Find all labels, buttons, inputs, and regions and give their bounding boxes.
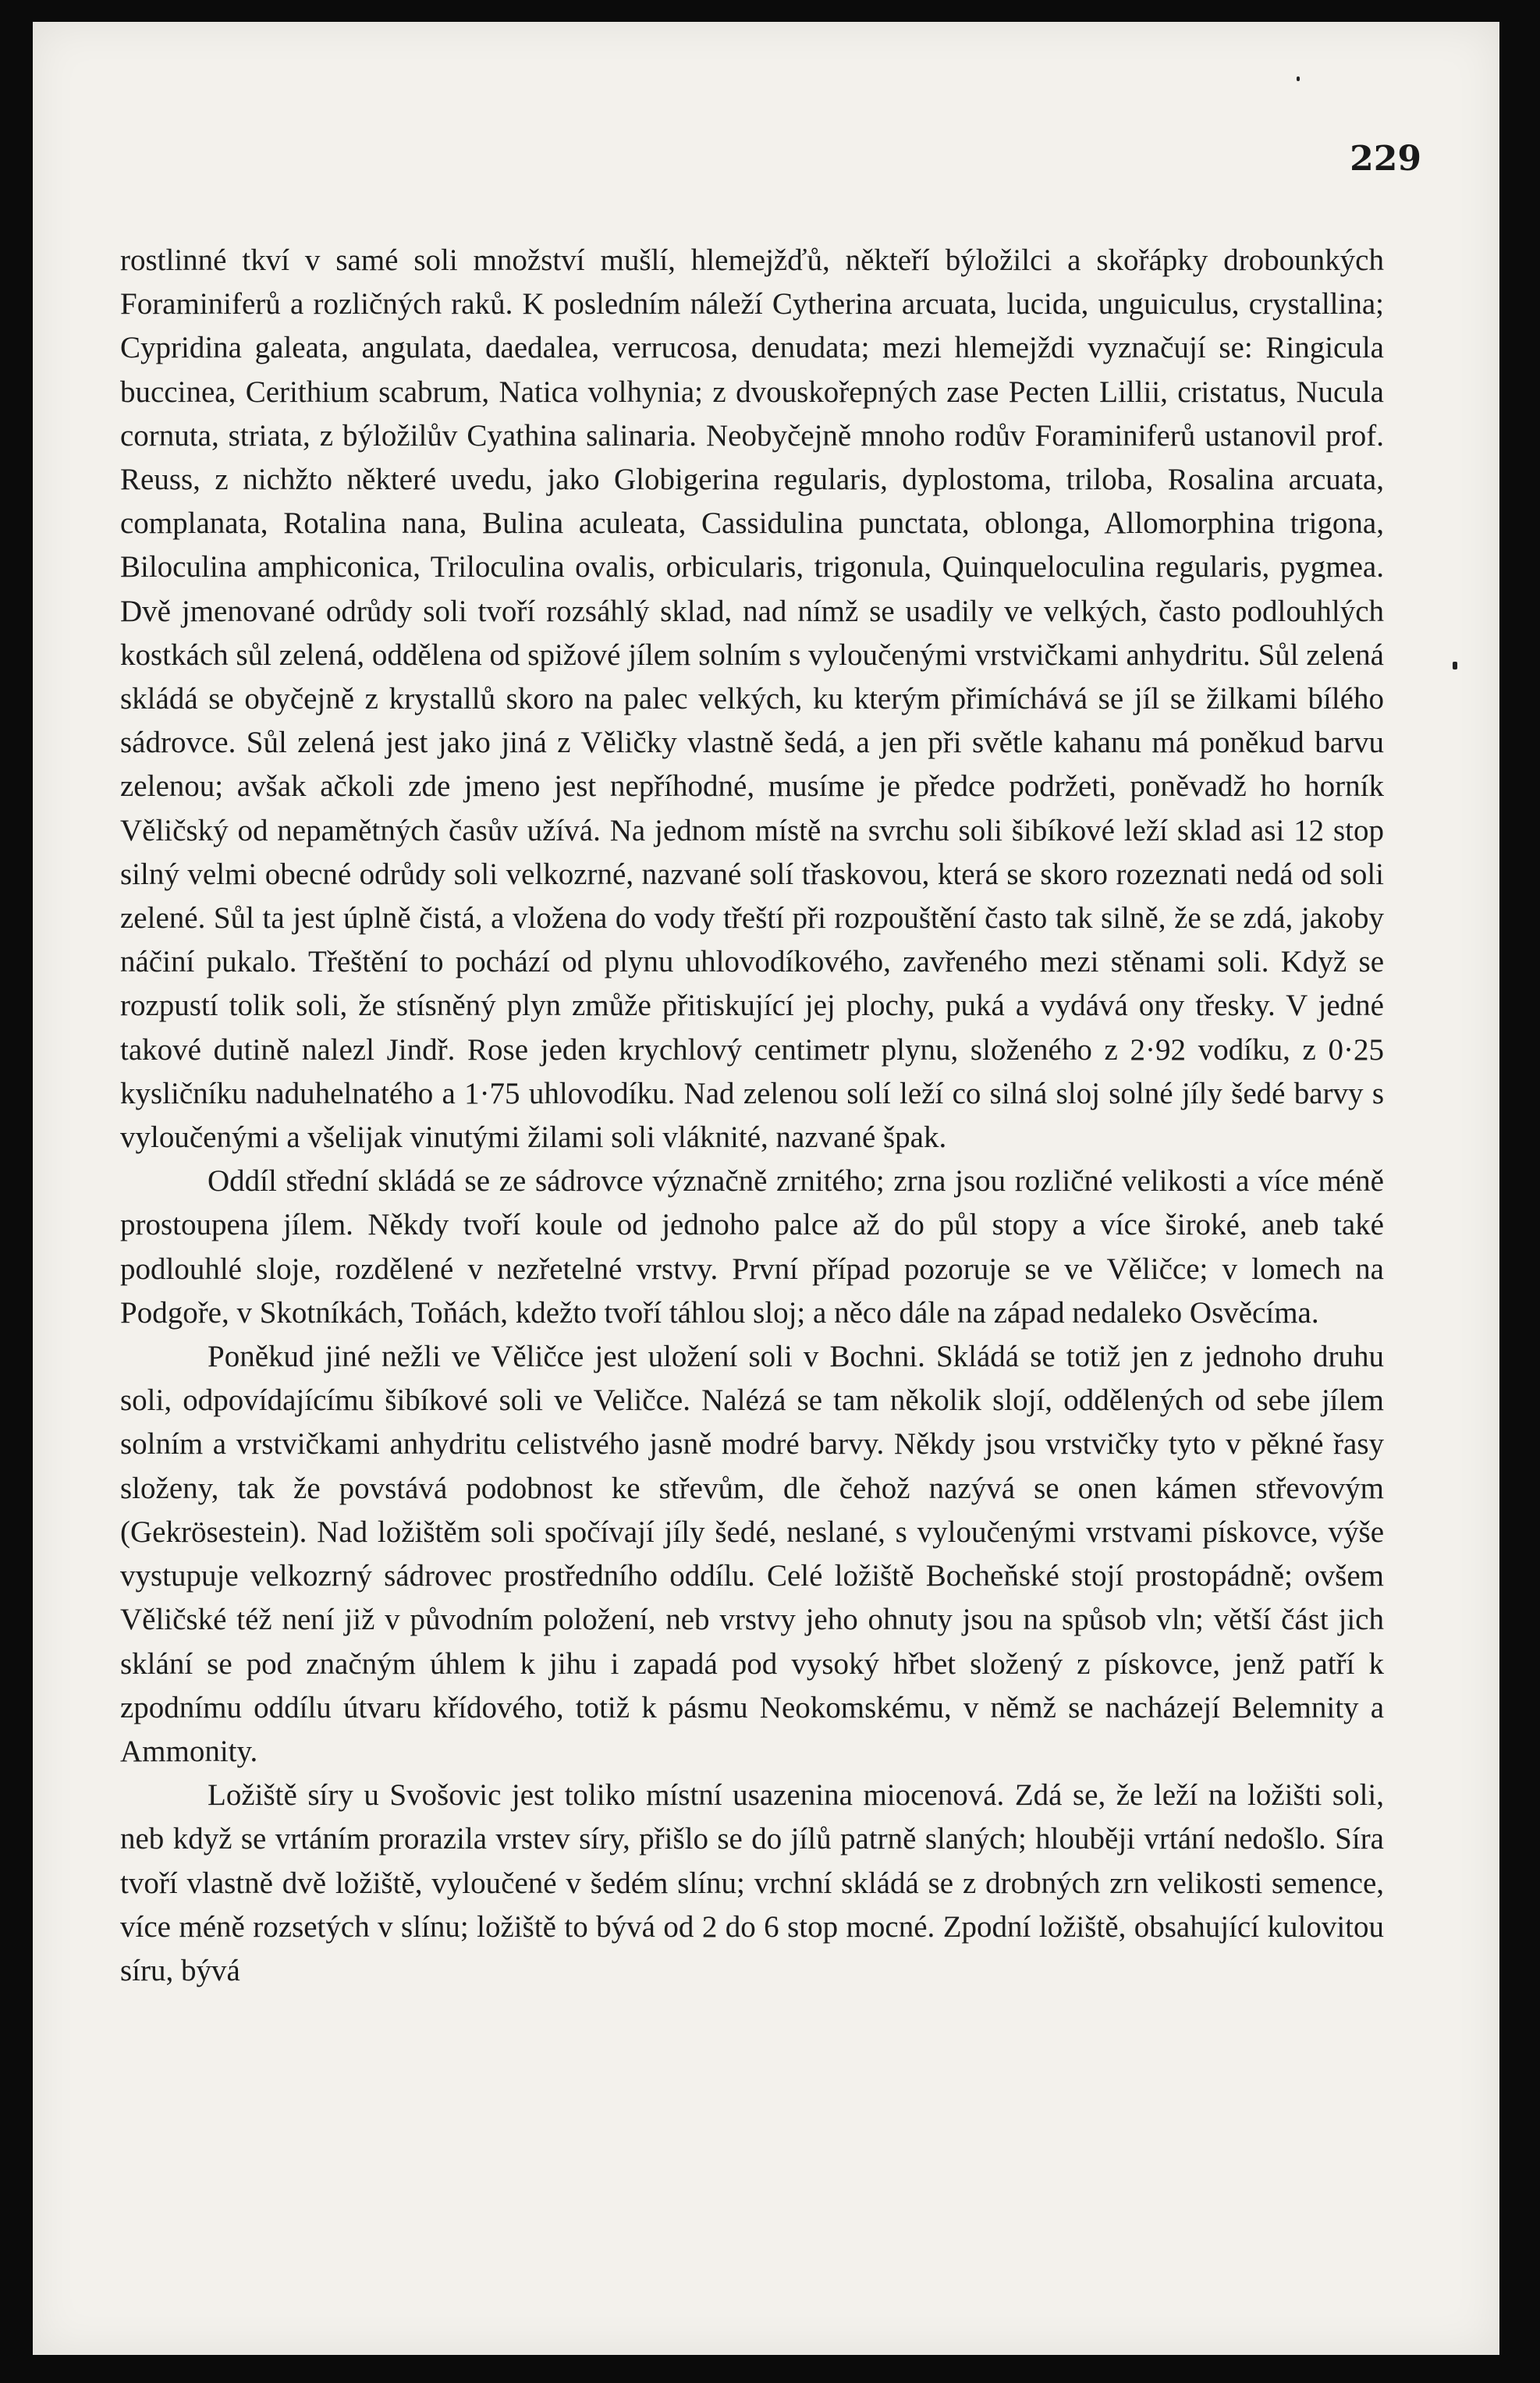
margin-speck (1297, 76, 1300, 81)
page-text (120, 239, 1384, 1993)
margin-speck (1453, 662, 1457, 669)
paragraph-2: Oddíl střední skládá se ze sádrovce význačně zrnitého; zrna jsou rozličné velikosti a více méně prostoupena jílem. Někdy tvoří koule od jednoho palce až do půl stopy a více široké, aneb také podlouhlé sloje, rozdělené v nezřetelné vrstvy. První případ pozoruje se ve Věličce; v lomech na Podgoře, v Skotníkách, Toňách, kdežto tvoří táhlou sloj; a něco dále na západ nedaleko Osvěcíma. (120, 1164, 1384, 1330)
page-number: 229 (1350, 139, 1421, 179)
paragraph-3: Poněkud jiné nežli ve Věličce jest uložení soli v Bochni. Skládá se totiž jen z jednoho druhu soli, odpovídajícímu šibíkové soli ve Veličce. Nalézá se tam několik slojí, oddělených od sebe jílem solním a vrstvičkami anhydritu celistvého jasně modré barvy. Někdy jsou vrstvičky tyto v pěkné řasy složeny, tak že povstává podobnost ke střevům, dle čehož nazývá se onen kámen střevovým (Gekrösestein). Nad ložištěm soli spočívají jíly šedé, neslané, s vyloučenými vrstvami pískovce, výše vystupuje velkozrný sádrovec prostředního oddílu. Celé ložiště Bocheňské stojí prostopádně; ovšem Věličské též není již v původním položení, neb vrstvy jeho ohnuty jsou na spůsob vln; větší část jich sklání se pod značným úhlem k jihu i zapadá pod vysoký hřbet složený z pískovce, jenž patří k zpodnímu oddílu útvaru křídového, totiž k pásmu Neokomskému, v němž se nacházejí Belemnity a Ammonity. (120, 1340, 1384, 1768)
paragraph-4: Ložiště síry u Svošovic jest toliko místní usazenina miocenová. Zdá se, že leží na ložišti soli, neb když se vrtáním prorazila vrstev síry, přišlo se do jílů patrně slaných; hlouběji vrtání nedošlo. Síra tvoří vlastně dvě ložiště, vyloučené v šedém slínu; vrchní skládá se z drobných zrn velikosti semence, více méně rozsetých v slínu; ložiště to bývá od 2 do 6 stop mocné. Zpodní ložiště, obsahující kulovitou síru, bývá (120, 1778, 1384, 1987)
paragraph-1: rostlinné tkví v samé soli množství mušlí, hlemejžďů, někteří býložilci a skořápky drobounkých Foraminiferů a rozličných raků. K posledním náleží Cytherina arcuata, lucida, unguiculus, crystallina; Cypridina galeata, angulata, daedalea, verrucosa, denudata; mezi hlemejždi vyznačují se: Ringicula buccinea, Cerithium scabrum, Natica volhynia; z dvouskořepných zase Pecten Lillii, cristatus, Nucula cornuta, striata, z býložilův Cyathina salinaria. Neobyčejně mnoho rodův Foraminiferů ustanovil prof. Reuss, z nichžto některé uvedu, jako Globigerina regularis, dyplostoma, triloba, Rosalina arcuata, complanata, Rotalina nana, Bulina aculeata, Cassidulina punctata, oblonga, Allomorphina trigona, Biloculina amphiconica, Triloculina ovalis, orbicularis, trigonula, Quinqueloculina regularis, pygmea. Dvě jmenované odrůdy soli tvoří rozsáhlý sklad, nad nímž se usadily ve velkých, často podlouhlých kostkách sůl zelená, oddělena od spižové jílem solním s vyloučenými vrstvičkami anhydritu. Sůl zelená skládá se obyčejně z krystallů skoro na palec velkých, ku kterým přimíchává se jíl se žilkami bílého sádrovce. Sůl zelená jest jako jiná z Věličky vlastně šedá, a jen při světle kahanu má poněkud barvu zelenou; avšak ačkoli zde jmeno jest nepříhodné, musíme je předce podržeti, poněvadž ho horník Věličský od nepamětných časův užívá. Na jednom místě na svrchu soli šibíkové leží sklad asi 12 stop silný velmi obecné odrůdy soli velkozrné, nazvané solí třaskovou, která se skoro rozeznati nedá od soli zelené. Sůl ta jest úplně čistá, a vložena do vody třeští při rozpouštění často tak silně, že se zdá, jakoby náčiní pukalo. Třeštění to pochází od plynu uhlovodíkového, zavřeného mezi stěnami soli. Když se rozpustí tolik soli, že stísněný plyn zmůže přitiskující jej plochy, puká a vydává ony třesky. V jedné takové dutině nalezl Jindř. Rose jeden krychlový centimetr plynu, složeného z 2·92 vodíku, z 0·25 kysličníku naduhelnatého a 1·75 uhlovodíku. Nad zelenou solí leží co silná sloj solné jíly šedé barvy s vyloučenými a všelijak vinutými žilami soli vláknité, nazvané špak. (120, 243, 1384, 1155)
book-page (33, 22, 1499, 2355)
